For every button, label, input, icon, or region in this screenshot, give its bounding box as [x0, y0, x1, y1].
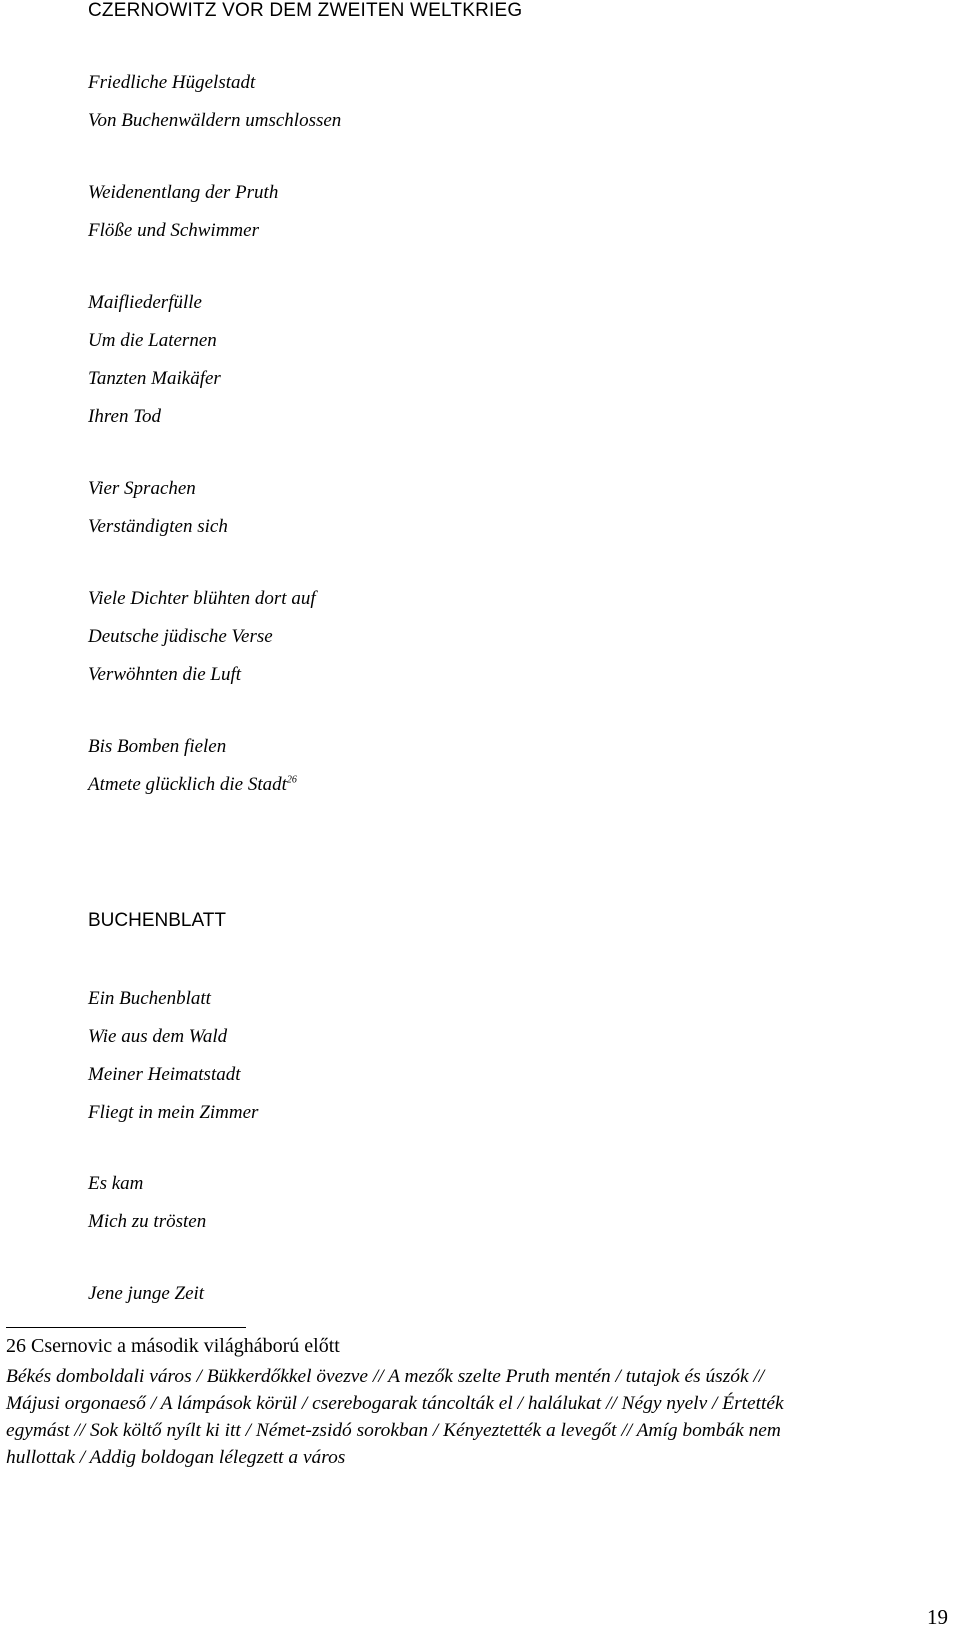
- poem-line: Es kam: [88, 1173, 144, 1194]
- poem-line: Wie aus dem Wald: [88, 1026, 228, 1047]
- poem-line: Bis Bomben fielen: [88, 736, 227, 757]
- poem-line: Ihren Tod: [88, 406, 162, 427]
- stanza-3: [88, 284, 221, 436]
- poem-line: Maifliederfülle: [88, 292, 202, 313]
- footnote-line: egymást // Sok költő nyílt ki itt / Német-zsidó sorokban / Kényeztették a levegőt // Amíg bombák nem: [6, 1420, 781, 1441]
- poem-line: Verständigten sich: [88, 516, 228, 537]
- poem-line: Viele Dichter blühten dort auf: [88, 588, 316, 609]
- footnote-heading: 26 Csernovic a második világháború előtt: [6, 1335, 340, 1357]
- stanza-1: [88, 64, 341, 140]
- stanza-7: [88, 980, 258, 1132]
- stanza-8: [88, 1165, 206, 1241]
- footnote-line: Májusi orgonaeső / A lámpások körül / cserebogarak táncolták el / halálukat // Négy nyelv / Értették: [6, 1393, 784, 1414]
- footnote-line: hullottak / Addig boldogan lélegzett a város: [6, 1447, 346, 1468]
- poem-title-buchenblatt: BUCHENBLATT: [88, 910, 226, 931]
- poem-line: Mich zu trösten: [88, 1211, 207, 1232]
- stanza-2: [88, 174, 278, 250]
- poem-line: Von Buchenwäldern umschlossen: [88, 110, 342, 131]
- footnote-separator: [6, 1327, 246, 1328]
- poem-line: Um die Laternen: [88, 330, 217, 351]
- poem-line: Jene junge Zeit: [88, 1283, 205, 1304]
- poem-line: Flöße und Schwimmer: [88, 220, 259, 241]
- poem-title-czernowitz: CZERNOWITZ VOR DEM ZWEITEN WELTKRIEG: [88, 0, 523, 21]
- poem-line: Deutsche jüdische Verse: [88, 626, 273, 647]
- poem-line: Meiner Heimatstadt: [88, 1064, 241, 1085]
- poem-line: Fliegt in mein Zimmer: [88, 1102, 259, 1123]
- footnote-ref-26[interactable]: 26: [286, 774, 297, 786]
- stanza-6: [88, 728, 297, 804]
- footnote-line: Békés domboldali város / Bükkerdőkkel övezve // A mezők szelte Pruth mentén / tutajok és úszók //: [6, 1366, 765, 1387]
- poem-line: Weidenentlang der Pruth: [88, 182, 279, 203]
- stanza-9: [88, 1275, 204, 1313]
- poem-line: Verwöhnten die Luft: [88, 664, 242, 685]
- poem-line: Vier Sprachen: [88, 478, 196, 499]
- poem-line: Tanzten Maikäfer: [88, 368, 221, 389]
- footnote-text: [6, 1363, 956, 1471]
- poem-line: Ein Buchenblatt: [88, 988, 211, 1009]
- poem-line: Friedliche Hügelstadt: [88, 72, 256, 93]
- stanza-5: [88, 580, 316, 694]
- stanza-4: [88, 470, 228, 546]
- poem-line-with-footnote: [88, 766, 297, 804]
- page-number: 19: [927, 1605, 948, 1629]
- poem-line-text: Atmete glücklich die Stadt: [88, 774, 287, 795]
